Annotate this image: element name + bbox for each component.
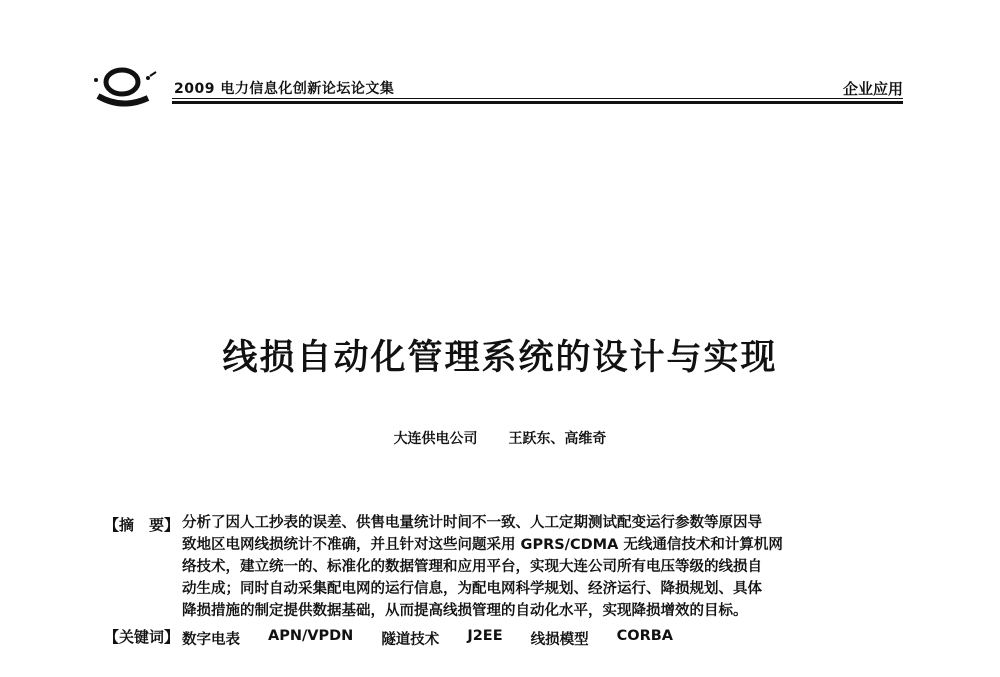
keyword: J2EE: [467, 628, 503, 644]
abstract-line: 降损措施的制定提供数据基础，从而提高线损管理的自动化水平，实现降损增效的目标。: [182, 603, 748, 619]
abstract-line: 致地区电网线损统计不准确，并且针对这些问题采用 GPRS/CDMA 无线通信技术和计算机网: [182, 537, 783, 553]
abstract-line: 络技术，建立统一的、标准化的数据管理和应用平台，实现大连公司所有电压等级的线损自: [182, 559, 762, 575]
keyword: APN/VPDN: [268, 628, 354, 644]
keywords-list: [182, 628, 701, 649]
keyword: CORBA: [616, 628, 674, 644]
header-rule: [172, 98, 903, 99]
proceedings-title: 2009 电力信息化创新论坛论文集: [174, 81, 395, 97]
abstract-label: 【摘 要】: [104, 516, 180, 534]
proceedings-logo-icon: [88, 62, 168, 112]
keyword: 线损模型: [530, 632, 589, 648]
organization: 大连供电公司: [393, 431, 478, 447]
header-rule-thick: [172, 101, 903, 104]
section-label: 企业应用: [842, 80, 903, 98]
abstract-line: 分析了因人工抄表的误差、供售电量统计时间不一致、人工定期测试配变运行参数等原因导: [182, 515, 762, 531]
author-line: [0, 428, 1000, 448]
keyword: 隧道技术: [381, 632, 440, 648]
author-names: 王跃东、高维奇: [508, 431, 607, 447]
abstract-line: 动生成；同时自动采集配电网的运行信息，为配电网科学规划、经济运行、降损规划、具体: [182, 581, 762, 597]
page-header: [88, 62, 903, 112]
paper-title: 线损自动化管理系统的设计与实现: [222, 338, 778, 378]
keywords-label: 【关键词】: [104, 628, 180, 646]
keyword: 数字电表: [182, 632, 240, 648]
